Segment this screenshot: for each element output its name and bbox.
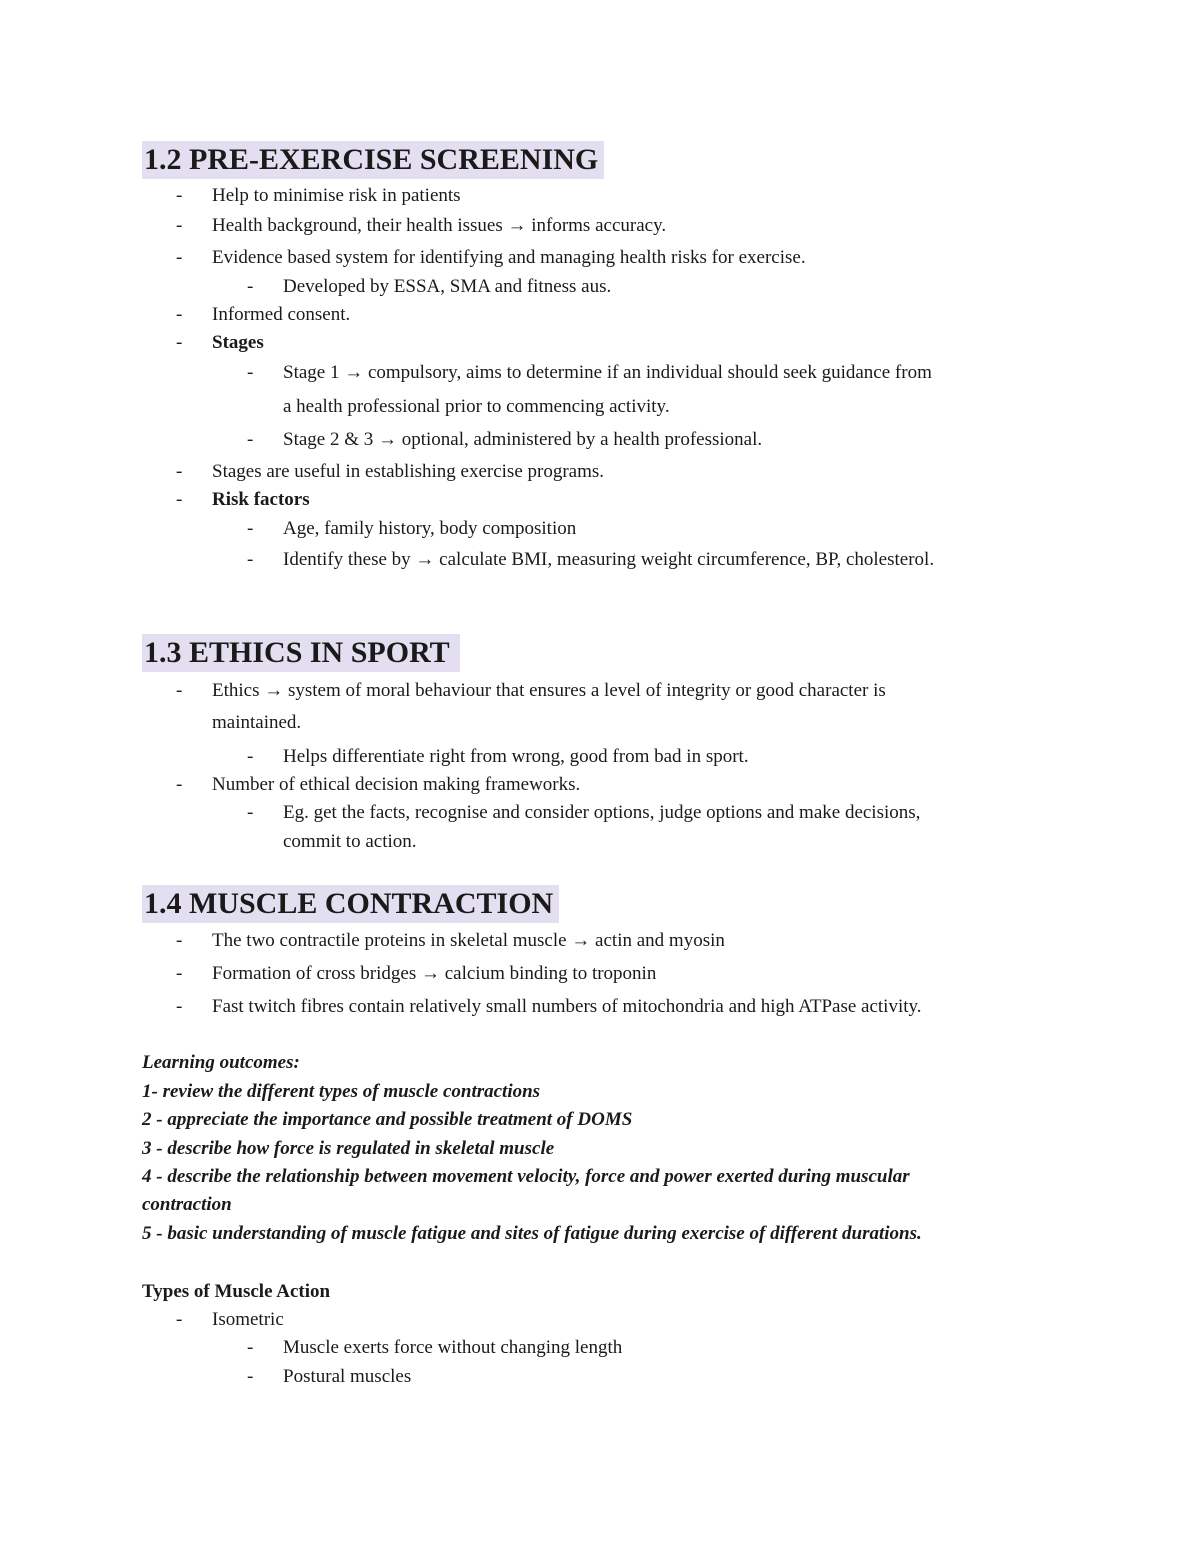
list-item-risk-factors: Risk factors bbox=[212, 489, 310, 510]
sub-bullet-dash: - bbox=[247, 802, 254, 823]
list-item: Formation of cross bridges → calcium binding to troponin bbox=[212, 963, 657, 984]
bullet-dash: - bbox=[176, 247, 183, 268]
list-item-continuation: maintained. bbox=[212, 712, 302, 733]
bullet-dash: - bbox=[176, 215, 183, 236]
list-item: Health background, their health issues → informs accuracy. bbox=[212, 215, 667, 236]
bullet-dash: - bbox=[176, 680, 183, 701]
sub-bullet-dash: - bbox=[247, 276, 254, 297]
bullet-dash: - bbox=[176, 489, 183, 510]
sub-bullet-dash: - bbox=[247, 746, 254, 767]
learning-outcome: 3 - describe how force is regulated in skeletal muscle bbox=[142, 1138, 555, 1159]
sub-list-item: Postural muscles bbox=[283, 1366, 412, 1387]
sub-bullet-dash: - bbox=[247, 549, 254, 570]
learning-outcome-continuation: contraction bbox=[142, 1194, 232, 1215]
learning-outcome: 4 - describe the relationship between movement velocity, force and power exerted during muscular bbox=[142, 1166, 910, 1187]
sub-bullet-dash: - bbox=[247, 429, 254, 450]
bullet-dash: - bbox=[176, 185, 183, 206]
list-item: Fast twitch fibres contain relatively small numbers of mitochondria and high ATPase activity. bbox=[212, 996, 922, 1017]
sub-list-item: Developed by ESSA, SMA and fitness aus. bbox=[283, 276, 612, 297]
list-item: Evidence based system for identifying and managing health risks for exercise. bbox=[212, 247, 806, 268]
bullet-dash: - bbox=[176, 930, 183, 951]
sub-list-item: Stage 1 → compulsory, aims to determine if an individual should seek guidance from bbox=[283, 362, 932, 383]
list-item: Isometric bbox=[212, 1309, 284, 1330]
sub-bullet-dash: - bbox=[247, 1337, 254, 1358]
sub-list-item-continuation: commit to action. bbox=[283, 831, 417, 852]
bullet-dash: - bbox=[176, 996, 183, 1017]
sub-bullet-dash: - bbox=[247, 362, 254, 383]
list-item: Ethics → system of moral behaviour that ensures a level of integrity or good character is bbox=[212, 680, 886, 701]
list-item-stages: Stages bbox=[212, 332, 264, 353]
sub-list-item: Muscle exerts force without changing length bbox=[283, 1337, 623, 1358]
section-heading-pre-exercise-screening: 1.2 PRE-EXERCISE SCREENING bbox=[142, 141, 604, 179]
learning-outcome: 2 - appreciate the importance and possible treatment of DOMS bbox=[142, 1109, 633, 1130]
section-heading-ethics-in-sport: 1.3 ETHICS IN SPORT bbox=[142, 634, 460, 672]
sub-list-item: Age, family history, body composition bbox=[283, 518, 577, 539]
bullet-dash: - bbox=[176, 1309, 183, 1330]
sub-list-item-continuation: a health professional prior to commencing activity. bbox=[283, 396, 670, 417]
sub-bullet-dash: - bbox=[247, 518, 254, 539]
bullet-dash: - bbox=[176, 774, 183, 795]
bullet-dash: - bbox=[176, 461, 183, 482]
list-item: The two contractile proteins in skeletal muscle → actin and myosin bbox=[212, 930, 725, 951]
bullet-dash: - bbox=[176, 304, 183, 325]
section-heading-muscle-contraction: 1.4 MUSCLE CONTRACTION bbox=[142, 885, 559, 923]
bullet-dash: - bbox=[176, 963, 183, 984]
types-of-muscle-action-heading: Types of Muscle Action bbox=[142, 1281, 331, 1302]
bullet-dash: - bbox=[176, 332, 183, 353]
learning-outcome: 5 - basic understanding of muscle fatigue and sites of fatigue during exercise of different durations. bbox=[142, 1223, 922, 1244]
sub-list-item: Eg. get the facts, recognise and consider options, judge options and make decisions, bbox=[283, 802, 921, 823]
sub-list-item: Helps differentiate right from wrong, good from bad in sport. bbox=[283, 746, 749, 767]
sub-bullet-dash: - bbox=[247, 1366, 254, 1387]
list-item: Number of ethical decision making frameworks. bbox=[212, 774, 581, 795]
list-item: Informed consent. bbox=[212, 304, 351, 325]
learning-outcome: 1- review the different types of muscle contractions bbox=[142, 1081, 541, 1102]
learning-outcomes-heading: Learning outcomes: bbox=[142, 1052, 300, 1073]
sub-list-item: Stage 2 & 3 → optional, administered by a health professional. bbox=[283, 429, 763, 450]
sub-list-item: Identify these by → calculate BMI, measuring weight circumference, BP, cholesterol. bbox=[283, 549, 935, 570]
list-item: Stages are useful in establishing exercise programs. bbox=[212, 461, 605, 482]
list-item: Help to minimise risk in patients bbox=[212, 185, 461, 206]
